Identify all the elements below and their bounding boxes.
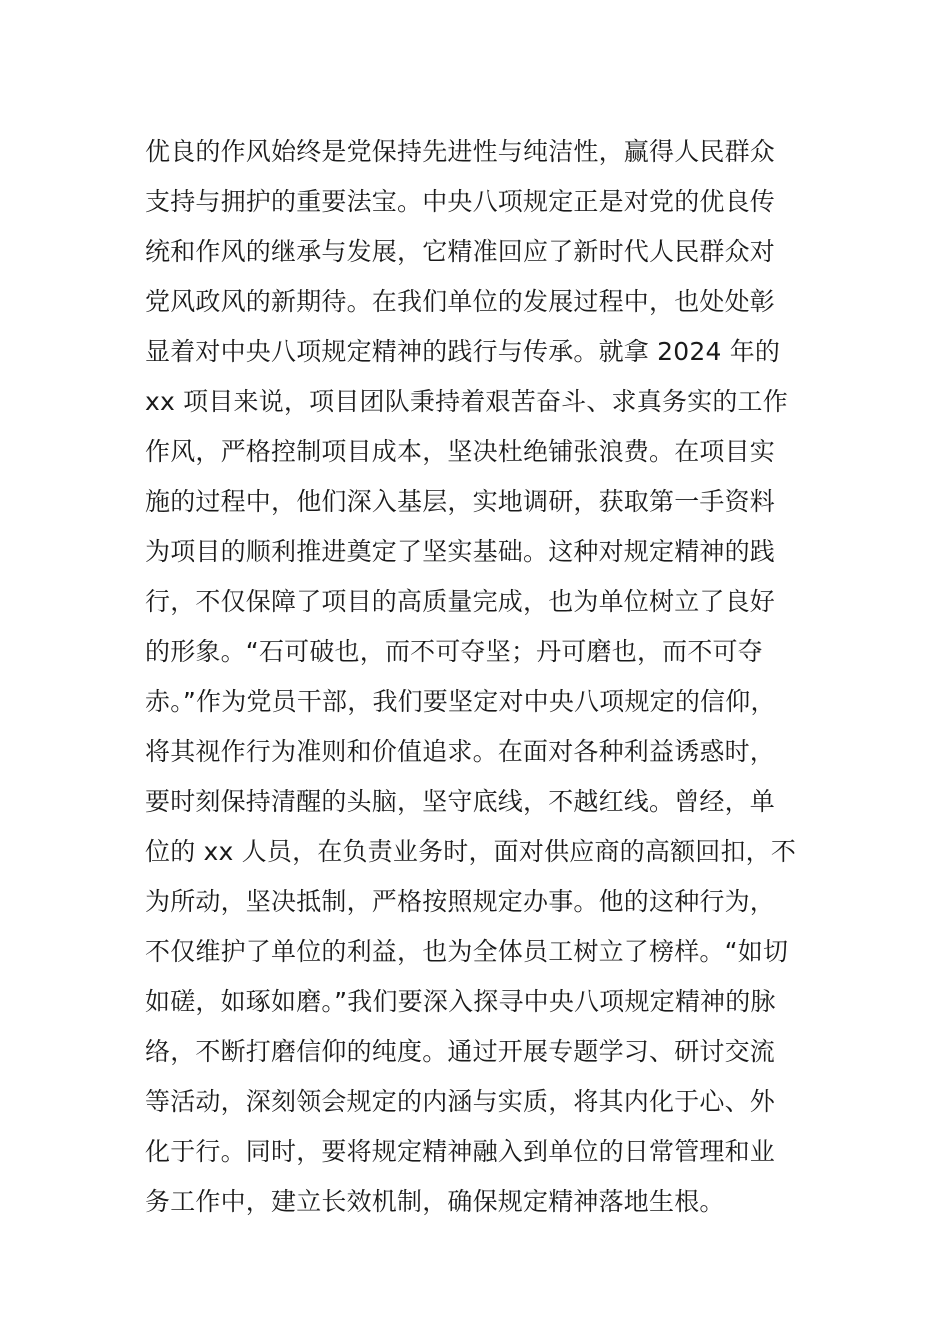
text-line: xx 项目来说，项目团队秉持着艰苦奋斗、求真务实的工作: [145, 387, 788, 416]
text-line: 的形象。“石可破也，而不可夺坚；丹可磨也，而不可夺: [145, 637, 763, 666]
text-line: 优良的作风始终是党保持先进性与纯洁性，赢得人民群众: [145, 137, 776, 166]
text-line: 显着对中央八项规定精神的践行与传承。就拿 2024 年的: [145, 337, 781, 366]
text-line: 施的过程中，他们深入基层，实地调研，获取第一手资料: [145, 487, 776, 516]
text-line: 化于行。同时，要将规定精神融入到单位的日常管理和业: [145, 1137, 776, 1166]
text-line: 为所动，坚决抵制，严格按照规定办事。他的这种行为，: [145, 887, 776, 916]
text-line: 统和作风的继承与发展，它精准回应了新时代人民群众对: [145, 237, 776, 266]
text-line: 等活动，深刻领会规定的内涵与实质，将其内化于心、外: [145, 1087, 776, 1116]
text-line: 如磋，如琢如磨。”我们要深入探寻中央八项规定精神的脉: [145, 987, 776, 1016]
text-line: 务工作中，建立长效机制，确保规定精神落地生根。: [145, 1187, 725, 1216]
text-line: 党风政风的新期待。在我们单位的发展过程中，也处处彰: [145, 287, 776, 316]
text-line: 不仅维护了单位的利益，也为全体员工树立了榜样。“如切: [145, 937, 789, 966]
text-line: 作风，严格控制项目成本，坚决杜绝铺张浪费。在项目实: [145, 437, 776, 466]
text-line: 络，不断打磨信仰的纯度。通过开展专题学习、研讨交流: [145, 1037, 776, 1066]
text-line: 为项目的顺利推进奠定了坚实基础。这种对规定精神的践: [145, 537, 776, 566]
text-line: 行，不仅保障了项目的高质量完成，也为单位树立了良好: [145, 587, 776, 616]
text-line: 要时刻保持清醒的头脑，坚守底线，不越红线。曾经，单: [145, 787, 776, 816]
text-line: 将其视作行为准则和价值追求。在面对各种利益诱惑时，: [145, 737, 776, 766]
text-line: 赤。”作为党员干部，我们要坚定对中央八项规定的信仰，: [145, 687, 776, 716]
text-line: 位的 xx 人员，在负责业务时，面对供应商的高额回扣，不: [145, 837, 797, 866]
body-paragraph: [145, 127, 815, 1227]
text-line: 支持与拥护的重要法宝。中央八项规定正是对党的优良传: [145, 187, 776, 216]
